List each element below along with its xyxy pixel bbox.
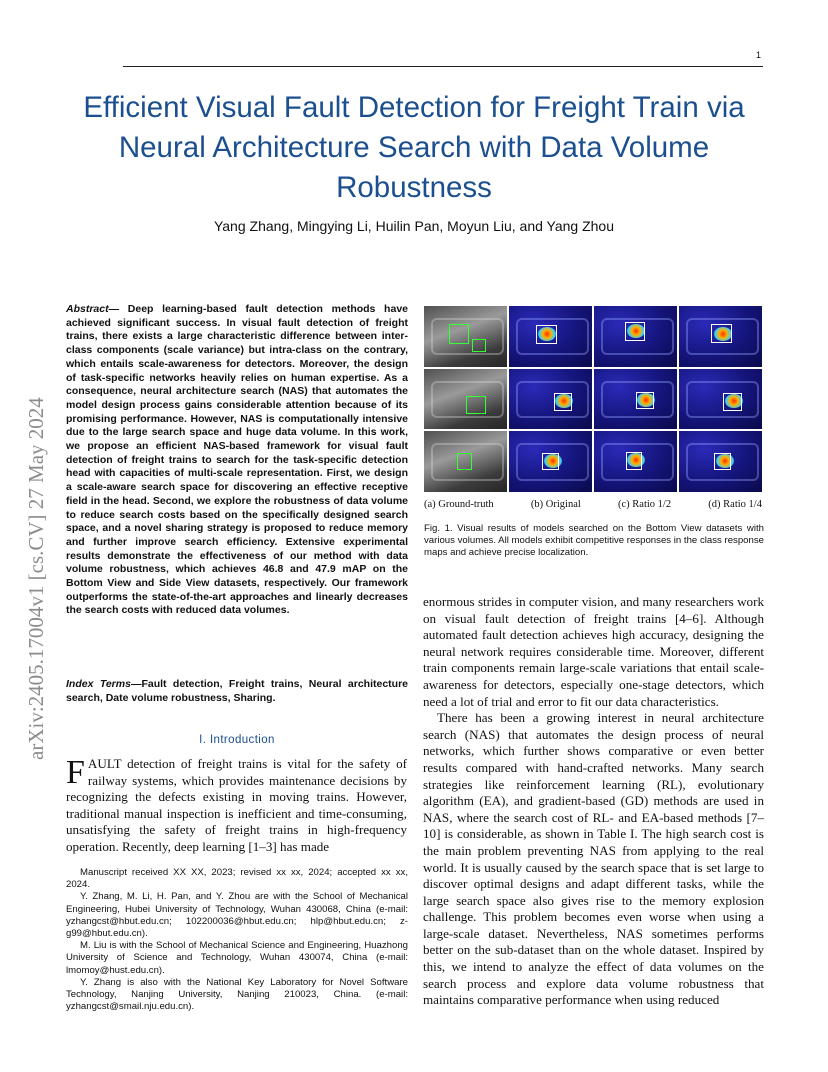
figure-1-image-grid xyxy=(424,306,762,492)
page-number: 1 xyxy=(755,50,761,60)
footnotes xyxy=(66,867,408,1013)
figure-1-caption: Fig. 1. Visual results of models searched on the Bottom View datasets with various volumes. All models exhibit competitive responses in the class response maps and achieve precise localization. xyxy=(424,523,764,558)
figure-tile xyxy=(594,369,677,430)
abstract-text: Deep learning-based fault detection methods have achieved significant success. In visual fault detection of freight trains, there exists a large characteristic difference between inter-class components (scale variance) but intra-class on the contrary, which entails scale-awareness for detectors. Moreover, the design of task-specific networks heavily relies on human expertise. As a consequence, neural architecture search (NAS) that automates the model design process gains considerable attention because of its promising performance. However, NAS is computationally intensive due to the large search space and huge data volume. In this work, we propose an efficient NAS-based framework for visual fault detection of freight trains to search for the task-specific detection head with capacities of multi-scale representation. First, we design a scale-aware search space for discovering an effective receptive field in the head. Second, we explore the robustness of data volume to reduce search costs based on the specifically designed search space, and a novel sharing strategy is proposed to reduce memory and further improve search efficiency. Extensive experimental results demonstrate the effectiveness of our method with data volume robustness, which achieves 46.8 and 47.9 mAP on the Bottom View and Side View datasets, respectively. Our framework outperforms the state-of-the-art approaches and linearly decreases the search costs with reduced data volumes. xyxy=(66,303,408,617)
section-heading-introduction: I. Introduction xyxy=(199,734,275,746)
paper-title: Efficient Visual Fault Detection for Freight Train via Neural Architecture Search with Data Volume Robustness xyxy=(83,91,745,204)
index-terms-text: Fault detection, Freight trains, Neural architecture search, Date volume robustness, Sharing. xyxy=(66,678,408,704)
first-word-smallcaps: AULT xyxy=(87,756,122,771)
footnote-received: Manuscript received XX XX, 2023; revised xx xx, 2024; accepted xx xx, 2024. xyxy=(66,867,408,891)
footnote-affiliation-hbut: Y. Zhang, M. Li, H. Pan, and Y. Zhou are with the School of Mechanical Engineering, Hubei University of Technology, Wuhan 430068, China (e-mail: yzhangcst@hbut.edu.cn; 102200036@hbut.edu.cn; hlp@hbut.edu.cn; z-g99@hbut.edu.cn). xyxy=(66,891,408,940)
abstract-dash: — xyxy=(108,303,120,315)
right-column-body xyxy=(423,594,764,1009)
figure-subcaptions xyxy=(424,499,762,510)
abstract xyxy=(66,303,408,618)
header-rule xyxy=(123,66,763,67)
body-paragraph: enormous strides in computer vision, and many researchers work on visual fault detection of freight trains [4–6]. Although automated fault detection achieves high accuracy, designing the neural network requires considerable time. Moreover, different train components remain large-scale variations that entail scale-awareness for detectors, especially one-stage detectors, which need a lot of trial and error to fit our data characteristics. xyxy=(423,594,764,709)
subcaption-original: (b) Original xyxy=(530,499,581,510)
figure-tile xyxy=(424,306,507,367)
introduction-text: detection of freight trains is vital for the safety of railway systems, which provides maintenance decisions by recognizing the defects existing in moving trains. However, traditional manual inspection is inefficient and time-consuming, unsatisfying the safety of freight trains in high-frequency operation. Recently, deep learning [1–3] has made xyxy=(66,756,407,854)
index-terms-dash: — xyxy=(130,678,142,690)
figure-tile xyxy=(509,431,592,492)
body-paragraph: There has been a growing interest in neural architecture search (NAS) that automates the design process of neural networks, which further shows comparative or even better results compared with hand-crafted networks. Many search strategies like reinforcement learning (RL), evolutionary algorithm (EA), and gradient-based (GD) methods are used in NAS, where the search cost of RL- and EA-based methods [7–10] is considerable, as shown in Table I. The high search cost is the main problem preventing NAS from applying to the real world. It is usually caused by the search space that is set large to discover optimal designs and adapt different tasks, while the large search space also gives rise to the memory explosion challenge. This problem becomes even worse when using a large-scale dataset. Nevertheless, NAS sometimes performs better on the sub-dataset than on the whole dataset. Inspired by this, we intend to analyze the effect of data volumes on the search process and explore data volume robustness that maintains comparative performance when using reduced xyxy=(423,710,764,1008)
figure-tile xyxy=(509,369,592,430)
subcaption-ratio-quarter: (d) Ratio 1/4 xyxy=(708,499,762,510)
subcaption-ratio-half: (c) Ratio 1/2 xyxy=(618,499,672,510)
drop-cap: F xyxy=(66,754,85,791)
abstract-label: Abstract xyxy=(66,303,109,315)
introduction-paragraph xyxy=(66,756,407,856)
figure-tile xyxy=(594,306,677,367)
subcaption-ground-truth: (a) Ground-truth xyxy=(424,499,494,510)
figure-tile xyxy=(679,306,762,367)
author-list: Yang Zhang, Mingying Li, Huilin Pan, Moyun Liu, and Yang Zhou xyxy=(213,218,615,234)
figure-tile xyxy=(679,431,762,492)
arxiv-stamp: arXiv:2405.17004v1 [cs.CV] 27 May 2024 xyxy=(24,397,48,760)
figure-tile xyxy=(679,369,762,430)
footnote-affiliation-hust: M. Liu is with the School of Mechanical Science and Engineering, Huazhong University of Science and Technology, Wuhan 430074, China (e-mail: lmomoy@hust.edu.cn). xyxy=(66,940,408,976)
figure-tile xyxy=(509,306,592,367)
index-terms-label: Index Terms xyxy=(66,678,131,690)
figure-tile xyxy=(424,431,507,492)
footnote-affiliation-nju: Y. Zhang is also with the National Key Laboratory for Novel Software Technology, Nanjing University, Nanjing 210023, China. (e-mail: yzhangcst@smail.nju.edu.cn). xyxy=(66,976,408,1013)
figure-tile xyxy=(594,431,677,492)
index-terms xyxy=(66,678,408,705)
figure-tile xyxy=(424,369,507,430)
